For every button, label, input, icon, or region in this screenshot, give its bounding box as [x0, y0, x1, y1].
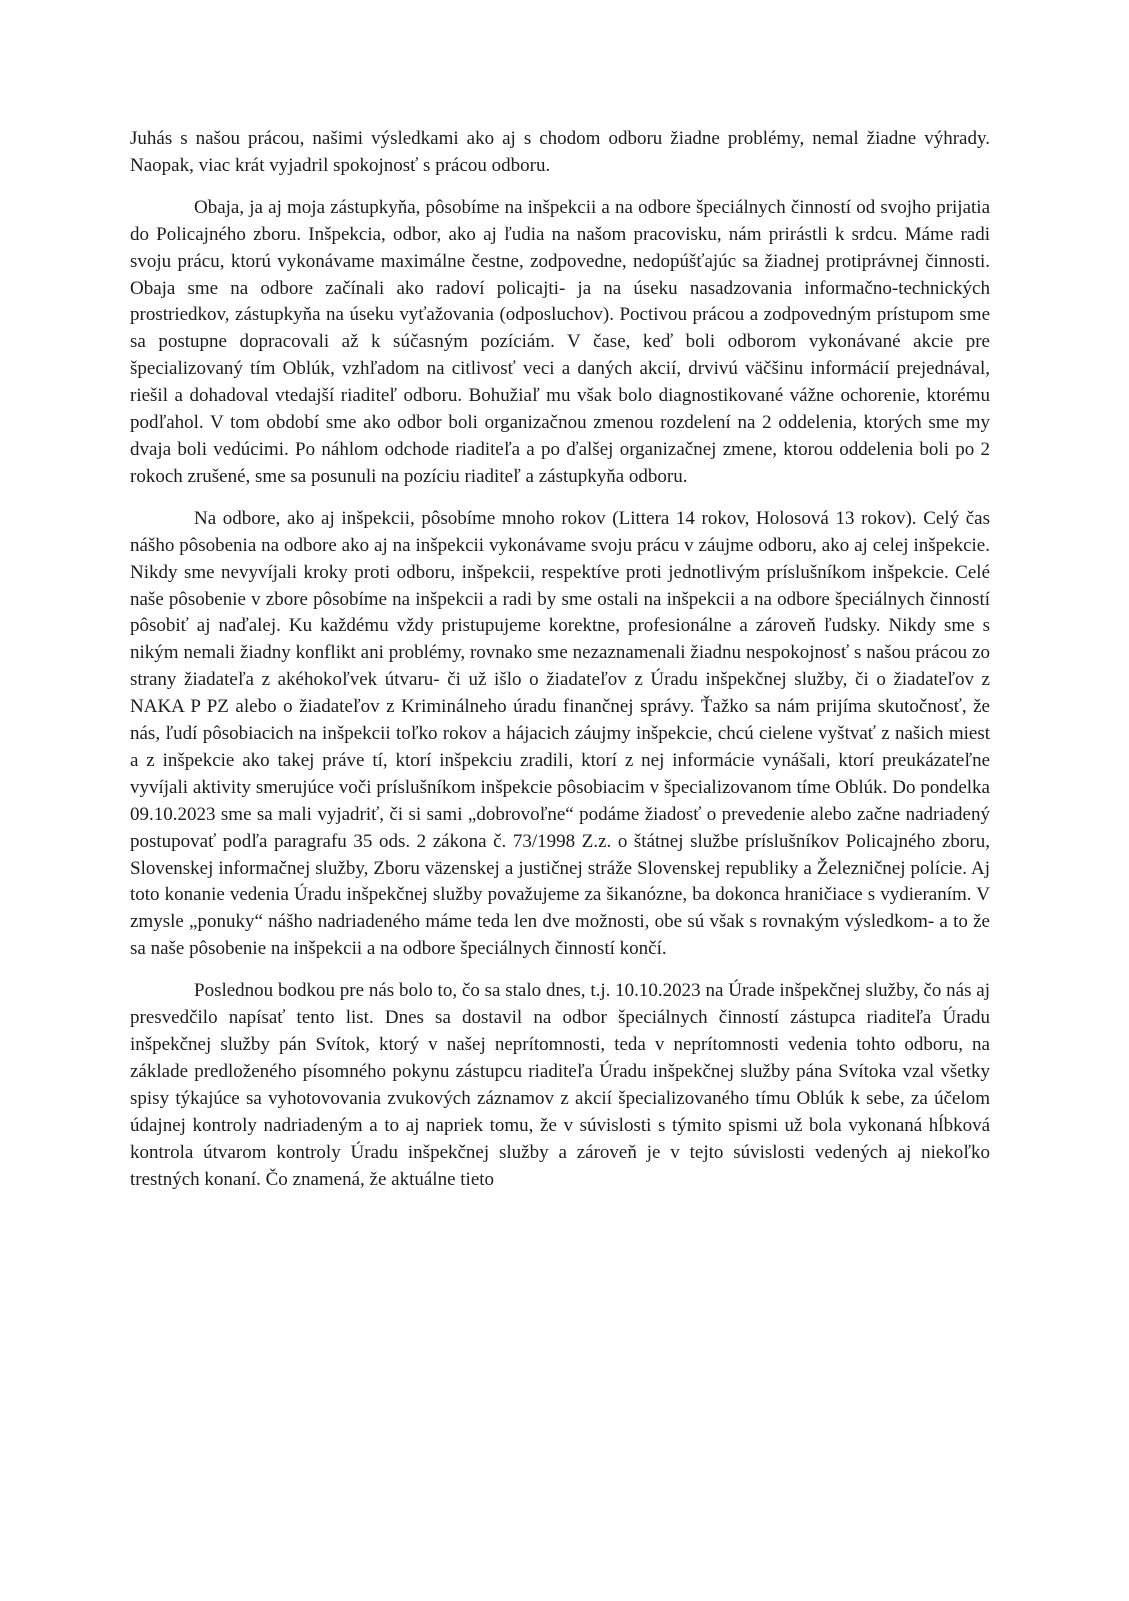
- paragraph-continuation: Juhás s našou prácou, našimi výsledkami ako aj s chodom odboru žiadne problémy, nemal žiadne výhrady. Naopak, viac krát vyjadril spokojnosť s prácou odboru.: [130, 128, 990, 176]
- letter-body: [130, 126, 990, 1208]
- paragraph-last-straw: Poslednou bodkou pre nás bolo to, čo sa stalo dnes, t.j. 10.10.2023 na Úrade inšpekčnej služby, čo nás aj presvedčilo napísať tento list. Dnes sa dostavil na odbor špeciálnych činností zástupca riaditeľa Úradu inšpekčnej služby pán Svítok, ktorý v našej neprítomnosti, teda v neprítomnosti vedenia tohto odboru, na základe predloženého písomného pokynu zástupcu riaditeľa Úradu inšpekčnej služby pána Svítoka vzal všetky spisy týkajúce sa vyhotovovania zvukových záznamov z akcií špecializovaného tímu Oblúk k sebe, za účelom údajnej kontroly nadriadeným a to aj napriek tomu, že v súvislosti s týmito spismi už bola vykonaná hĺbková kontrola útvarom kontroly Úradu inšpekčnej služby a zároveň je v tejto súvislosti vedených aj niekoľko trestných konaní. Čo znamená, že aktuálne tieto: [130, 980, 990, 1190]
- paragraph-service-history: Na odbore, ako aj inšpekcii, pôsobíme mnoho rokov (Littera 14 rokov, Holosová 13 rokov). Celý čas nášho pôsobenia na odbore ako aj na inšpekcii vykonávame svoju prácu v záujme odboru, ako aj celej inšpekcie. Nikdy sme nevyvíjali kroky proti odboru, inšpekcii, respektíve proti jednotlivým príslušníkom inšpekcie. Celé naše pôsobenie v zbore pôsobíme na inšpekcii a radi by sme ostali na inšpekcii a na odbore špeciálnych činností pôsobiť aj naďalej. Ku každému vždy pristupujeme korektne, profesionálne a zároveň ľudsky. Nikdy sme s nikým nemali žiadny konflikt ani problémy, rovnako sme nezaznamenali žiadnu nespokojnosť s našou prácou zo strany žiadateľa z akéhokoľvek útvaru- či už išlo o žiadateľov z Úradu inšpekčnej služby, či o žiadateľov z NAKA P PZ alebo o žiadateľov z Kriminálneho úradu finančnej správy. Ťažko sa nám prijíma skutočnosť, že nás, ľudí pôsobiacich na inšpekcii toľko rokov a hájacich záujmy inšpekcie, chcú cielene vyštvať z našich miest a z inšpekcie ako takej práve tí, ktorí inšpekciu zradili, ktorí z nej informácie vynášali, ktorí preukázateľne vyvíjali aktivity smerujúce voči príslušníkom inšpekcie pôsobiacim v špecializovanom tíme Oblúk. Do pondelka 09.10.2023 sme sa mali vyjadriť, či si sami „dobrovoľne“ podáme žiadosť o prevedenie alebo začne nadriadený postupovať podľa paragrafu 35 ods. 2 zákona č. 73/1998 Z.z. o štátnej službe príslušníkov Policajného zboru, Slovenskej informačnej služby, Zboru väzenskej a justičnej stráže Slovenskej republiky a Železničnej polície. Aj toto konanie vedenia Úradu inšpekčnej služby považujeme za šikanózne, ba dokonca hraničiace s vydieraním. V zmysle „ponuky“ nášho nadriadeného máme teda len dve možnosti, obe sú však s rovnakým výsledkom- a to že sa naše pôsobenie na inšpekcii a na odbore špeciálnych činností končí.: [130, 507, 990, 960]
- paragraph-background: Obaja, ja aj moja zástupkyňa, pôsobíme na inšpekcii a na odbore špeciálnych činností od svojho prijatia do Policajného zboru. Inšpekcia, odbor, ako aj ľudia na našom pracovisku, nám prirástli k srdcu. Máme radi svoju prácu, ktorú vykonávame maximálne čestne, zodpovedne, nedopúšťajúc sa žiadnej protiprávnej činnosti. Obaja sme na odbore začínali ako radoví policajti- ja na úseku nasadzovania informačno-technických prostriedkov, zástupkyňa na úseku vyťažovania (odposluchov). Poctivou prácou a zodpovedným prístupom sme sa postupne dopracovali až k súčasným pozíciám. V čase, keď boli odborom vykonávané akcie pre špecializovaný tím Oblúk, vzhľadom na citlivosť veci a daných akcií, drvivú väčšinu informácií prejednával, riešil a dohadoval vtedajší riaditeľ odboru. Bohužiaľ mu však bolo diagnostikované vážne ochorenie, ktorému podľahol. V tom období sme ako odbor boli organizačnou zmenou rozdelení na 2 oddelenia, ktorých sme my dvaja boli vedúcimi. Po náhlom odchode riaditeľa a po ďalšej organizačnej zmene, ktorou oddelenia boli po 2 rokoch zrušené, sme sa posunuli na pozíciu riaditeľ a zástupkyňa odboru.: [130, 196, 990, 487]
